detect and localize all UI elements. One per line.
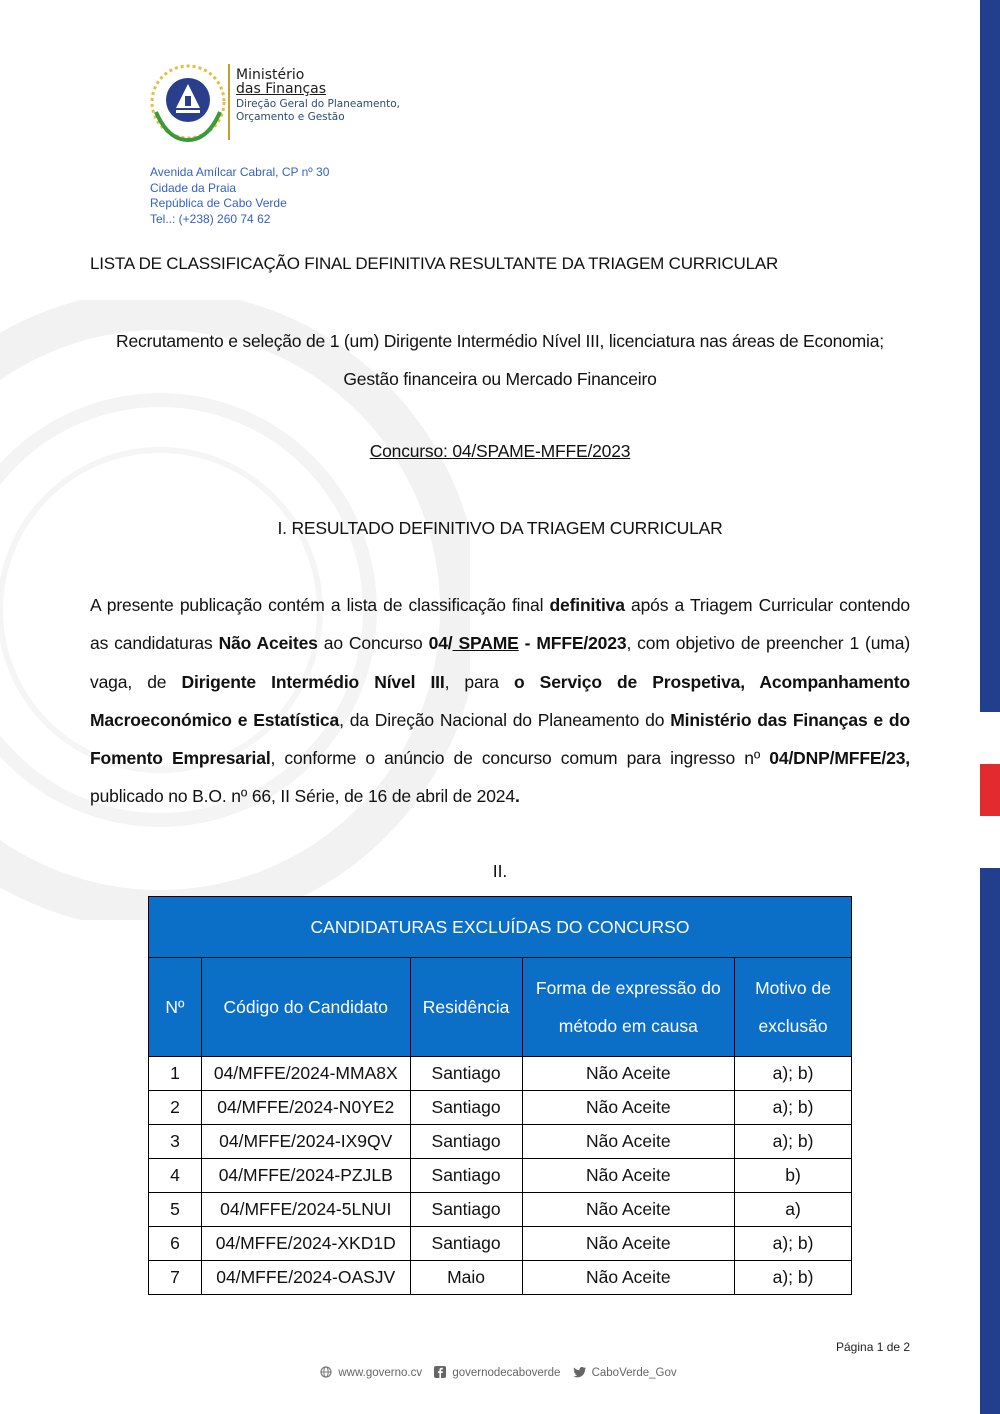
column-header: Residência bbox=[410, 958, 522, 1057]
cell-number: 2 bbox=[149, 1091, 202, 1125]
ministry-logo bbox=[148, 62, 408, 146]
table-row bbox=[149, 1057, 852, 1091]
column-header: Motivo de exclusão bbox=[735, 958, 852, 1057]
concurso-reference: Concurso: 04/SPAME-MFFE/2023 bbox=[369, 441, 631, 461]
cell-number: 6 bbox=[149, 1227, 202, 1261]
address-line: Cidade da Praia bbox=[150, 180, 237, 195]
cell-code: 04/MFFE/2024-XKD1D bbox=[201, 1227, 410, 1261]
column-header: Forma de expressão do método em causa bbox=[522, 958, 735, 1057]
cell-reason: a); b) bbox=[735, 1125, 852, 1159]
cell-reason: a); b) bbox=[735, 1091, 852, 1125]
cell-number: 4 bbox=[149, 1159, 202, 1193]
cell-reason: a); b) bbox=[735, 1227, 852, 1261]
table-header-row bbox=[149, 958, 852, 1057]
logo-title-line1: Ministério bbox=[236, 67, 305, 83]
globe-icon bbox=[320, 1366, 332, 1378]
cell-residence: Santiago bbox=[410, 1125, 522, 1159]
cell-status: Não Aceite bbox=[522, 1261, 735, 1295]
table-row bbox=[149, 1227, 852, 1261]
side-bar-blue-top bbox=[980, 0, 1000, 712]
cell-status: Não Aceite bbox=[522, 1227, 735, 1261]
address-line: República de Cabo Verde bbox=[150, 196, 287, 210]
cell-number: 3 bbox=[149, 1125, 202, 1159]
intro-paragraph: A presente publicação contém a lista de classificação final definitiva após a Triagem Curricular contendo as candidaturas Não Aceites ao Concurso 04/ SPAME - MFFE/2023, com objetivo de preencher 1 (uma) vaga, de Dirigente Intermédio Nível III, para o Serviço de Prospetiva, Acompanhamento Macroeconómico e Estatística, da Direção Nacional do Planeamento do Ministério das Finanças e do Fomento Empresarial, conforme o anúncio de concurso comum para ingresso nº 04/DNP/MFFE/23, publicado no B.O. nº 66, II Série, de 16 de abril de 2024. bbox=[90, 595, 910, 807]
cell-residence: Santiago bbox=[410, 1091, 522, 1125]
cell-status: Não Aceite bbox=[522, 1193, 735, 1227]
twitter-icon bbox=[573, 1367, 586, 1378]
cell-code: 04/MFFE/2024-N0YE2 bbox=[201, 1091, 410, 1125]
table-row bbox=[149, 1261, 852, 1295]
cell-status: Não Aceite bbox=[522, 1057, 735, 1091]
cell-reason: a) bbox=[735, 1193, 852, 1227]
cell-code: 04/MFFE/2024-5LNUI bbox=[201, 1193, 410, 1227]
logo-title-line2: das Finanças bbox=[236, 81, 327, 97]
cell-status: Não Aceite bbox=[522, 1091, 735, 1125]
coat-of-arms-icon bbox=[148, 62, 228, 142]
footer-links bbox=[0, 1366, 1000, 1379]
column-header: Nº bbox=[149, 958, 202, 1057]
side-bar-blue-bottom bbox=[980, 868, 1000, 1414]
cell-code: 04/MFFE/2024-OASJV bbox=[201, 1261, 410, 1295]
cell-reason: a); b) bbox=[735, 1261, 852, 1295]
table-row bbox=[149, 1159, 852, 1193]
column-header: Código do Candidato bbox=[201, 958, 410, 1057]
footer-website[interactable]: www.governo.cv bbox=[320, 1367, 425, 1379]
cell-number: 1 bbox=[149, 1057, 202, 1091]
cell-code: 04/MFFE/2024-MMA8X bbox=[201, 1057, 410, 1091]
address-line: Tel..: (+238) 260 74 62 bbox=[150, 211, 271, 226]
document-subtitle: Recrutamento e seleção de 1 (um) Dirigente Intermédio Nível III, licenciatura nas áreas de Economia; Gestão financeira ou Mercado Financeiro bbox=[116, 331, 884, 389]
section-heading-2: II. bbox=[492, 861, 508, 881]
cell-residence: Santiago bbox=[410, 1193, 522, 1227]
cell-reason: a); b) bbox=[735, 1057, 852, 1091]
table-row bbox=[149, 1193, 852, 1227]
cell-residence: Santiago bbox=[410, 1227, 522, 1261]
cell-number: 5 bbox=[149, 1193, 202, 1227]
page-number: Página 1 de 2 bbox=[836, 1340, 911, 1354]
cell-status: Não Aceite bbox=[522, 1159, 735, 1193]
footer-facebook[interactable]: governodecaboverde bbox=[434, 1367, 563, 1379]
address-line: Avenida Amílcar Cabral, CP nº 30 bbox=[150, 165, 330, 179]
cell-number: 7 bbox=[149, 1261, 202, 1295]
cell-code: 04/MFFE/2024-IX9QV bbox=[201, 1125, 410, 1159]
cell-code: 04/MFFE/2024-PZJLB bbox=[201, 1159, 410, 1193]
logo-divider bbox=[228, 64, 230, 140]
excluded-candidates-table bbox=[148, 896, 852, 1295]
footer-twitter[interactable]: CaboVerde_Gov bbox=[573, 1367, 680, 1379]
cell-residence: Santiago bbox=[410, 1159, 522, 1193]
table-row bbox=[149, 1091, 852, 1125]
cell-reason: b) bbox=[735, 1159, 852, 1193]
side-bar-red bbox=[980, 764, 1000, 816]
cell-residence: Maio bbox=[410, 1261, 522, 1295]
cell-status: Não Aceite bbox=[522, 1125, 735, 1159]
cell-residence: Santiago bbox=[410, 1057, 522, 1091]
document-title: LISTA DE CLASSIFICAÇÃO FINAL DEFINITIVA RESULTANTE DA TRIAGEM CURRICULAR bbox=[90, 254, 779, 273]
section-heading-1: I. RESULTADO DEFINITIVO DA TRIAGEM CURRICULAR bbox=[277, 518, 723, 538]
table-row bbox=[149, 1125, 852, 1159]
facebook-icon bbox=[434, 1366, 446, 1378]
logo-subtitle-line2: Orçamento e Gestão bbox=[236, 110, 345, 123]
table-title: CANDIDATURAS EXCLUÍDAS DO CONCURSO bbox=[149, 897, 852, 958]
logo-subtitle-line1: Direção Geral do Planeamento, bbox=[236, 98, 401, 110]
ministry-address bbox=[150, 165, 329, 227]
